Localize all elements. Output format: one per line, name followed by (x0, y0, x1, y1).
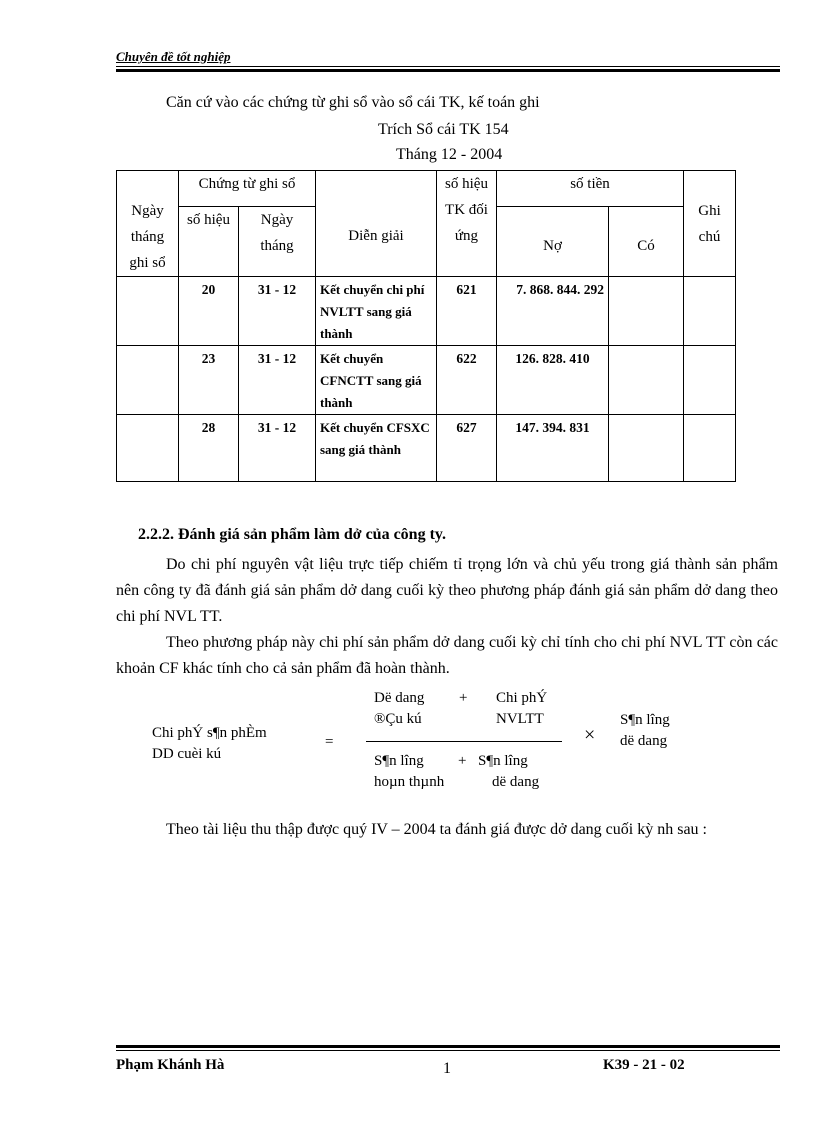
header-credit: Có (609, 206, 684, 276)
intro-line: Căn cứ vào các chứng từ ghi sổ vào sổ cái TK, kế toán ghi (166, 94, 540, 111)
cell-account: 621 (437, 277, 497, 346)
formula-num-b2: NVLTT (496, 711, 544, 727)
header-rule-thin (116, 66, 780, 67)
ledger-month: Tháng 12 - 2004 (396, 146, 503, 163)
table-row (117, 346, 736, 415)
cell-description: Kết chuyển chi phí NVLTT sang giá thành (316, 277, 437, 346)
formula-lhs-line1: Chi phÝ s¶n phÈm (152, 725, 267, 741)
formula-plus: + (459, 690, 468, 706)
cell-note (684, 415, 736, 482)
table-row (117, 277, 736, 346)
footer-author: Phạm Khánh Hà (116, 1057, 225, 1073)
header-voucher-no: số hiệu (179, 206, 239, 276)
formula-rhs1: S¶n lîng (620, 712, 670, 728)
cell-voucher-no: 23 (179, 346, 239, 415)
cell-voucher-date: 31 - 12 (239, 277, 316, 346)
formula-den-b2: dë dang (492, 774, 540, 790)
cell-date (117, 346, 179, 415)
header-debit: Nợ (497, 206, 609, 276)
paragraph (116, 817, 778, 843)
header-title: Chuyên đề tốt nghiệp (116, 49, 231, 64)
header-date: Ngày tháng ghi sổ (117, 171, 179, 277)
cell-voucher-date: 31 - 12 (239, 346, 316, 415)
cell-description: Kết chuyển CFSXC sang giá thành (316, 415, 437, 482)
header-account: số hiệu TK đối ứng (437, 171, 497, 277)
cell-date (117, 415, 179, 482)
header-voucher: Chứng từ ghi sổ (179, 171, 316, 207)
formula-den-a1: S¶n lîng (374, 753, 424, 769)
formula-equals: = (325, 734, 334, 750)
ledger-title: Trích Sổ cái TK 154 (378, 121, 509, 138)
formula-num-b1: Chi phÝ (496, 690, 548, 706)
paragraph-text: Theo phương pháp này chi phí sản phẩm dở dang cuối kỳ chỉ tính cho chi phí NVL TT còn các khoản CF khác tính cho cả sản phẩm đã hoàn thành. (116, 634, 778, 677)
formula-num-a2: ®Çu kú (374, 711, 422, 727)
ledger-table (116, 170, 736, 482)
table-row (117, 415, 736, 482)
cell-voucher-no: 20 (179, 277, 239, 346)
header-note: Ghi chú (684, 171, 736, 277)
formula-times: × (584, 724, 596, 746)
header-rule-thick (116, 69, 780, 72)
footer-rule-thick (116, 1045, 780, 1048)
formula-lhs-line2: DD cuèi kú (152, 746, 222, 762)
section-title: 2.2.2. Đánh giá sản phẩm làm dở của công ty. (138, 526, 447, 543)
cell-account: 622 (437, 346, 497, 415)
cell-debit: 147. 394. 831 (497, 415, 609, 482)
paragraph (116, 630, 778, 682)
header-voucher-date: Ngày tháng (239, 206, 316, 276)
cell-credit (609, 415, 684, 482)
cell-credit (609, 277, 684, 346)
cell-description: Kết chuyển CFNCTT sang giá thành (316, 346, 437, 415)
footer-rule-thin (116, 1050, 780, 1051)
formula-den-b1: S¶n lîng (478, 753, 528, 769)
formula-den-plus: + (458, 753, 467, 769)
cell-date (117, 277, 179, 346)
cell-account: 627 (437, 415, 497, 482)
cell-credit (609, 346, 684, 415)
cell-note (684, 277, 736, 346)
formula-rhs2: dë dang (620, 733, 668, 749)
formula-den-a2: hoµn thµnh (374, 774, 445, 790)
paragraph-text: Theo tài liệu thu thập được quý IV – 2004 ta đánh giá được dở dang cuối kỳ nh sau : (166, 821, 707, 838)
formula-fraction-bar (366, 741, 562, 742)
cell-debit: 7. 868. 844. 292 (497, 277, 609, 346)
header-description: Diễn giải (316, 171, 437, 277)
cell-voucher-date: 31 - 12 (239, 415, 316, 482)
cell-debit: 126. 828. 410 (497, 346, 609, 415)
footer-code: K39 - 21 - 02 (603, 1057, 685, 1073)
paragraph (116, 552, 778, 630)
cell-voucher-no: 28 (179, 415, 239, 482)
cell-note (684, 346, 736, 415)
footer-page-number: 1 (443, 1060, 451, 1077)
formula-num-a1: Dë dang (374, 690, 425, 706)
header-amount: số tiền (497, 171, 684, 207)
paragraph-text: Do chi phí nguyên vật liệu trực tiếp chiếm tỉ trọng lớn và chủ yếu trong giá thành sản phẩm nên công ty đã đánh giá sản phẩm dở dang cuối kỳ theo phương pháp đánh giá sản phẩm dở dang theo chi phí NVL TT. (116, 556, 778, 625)
